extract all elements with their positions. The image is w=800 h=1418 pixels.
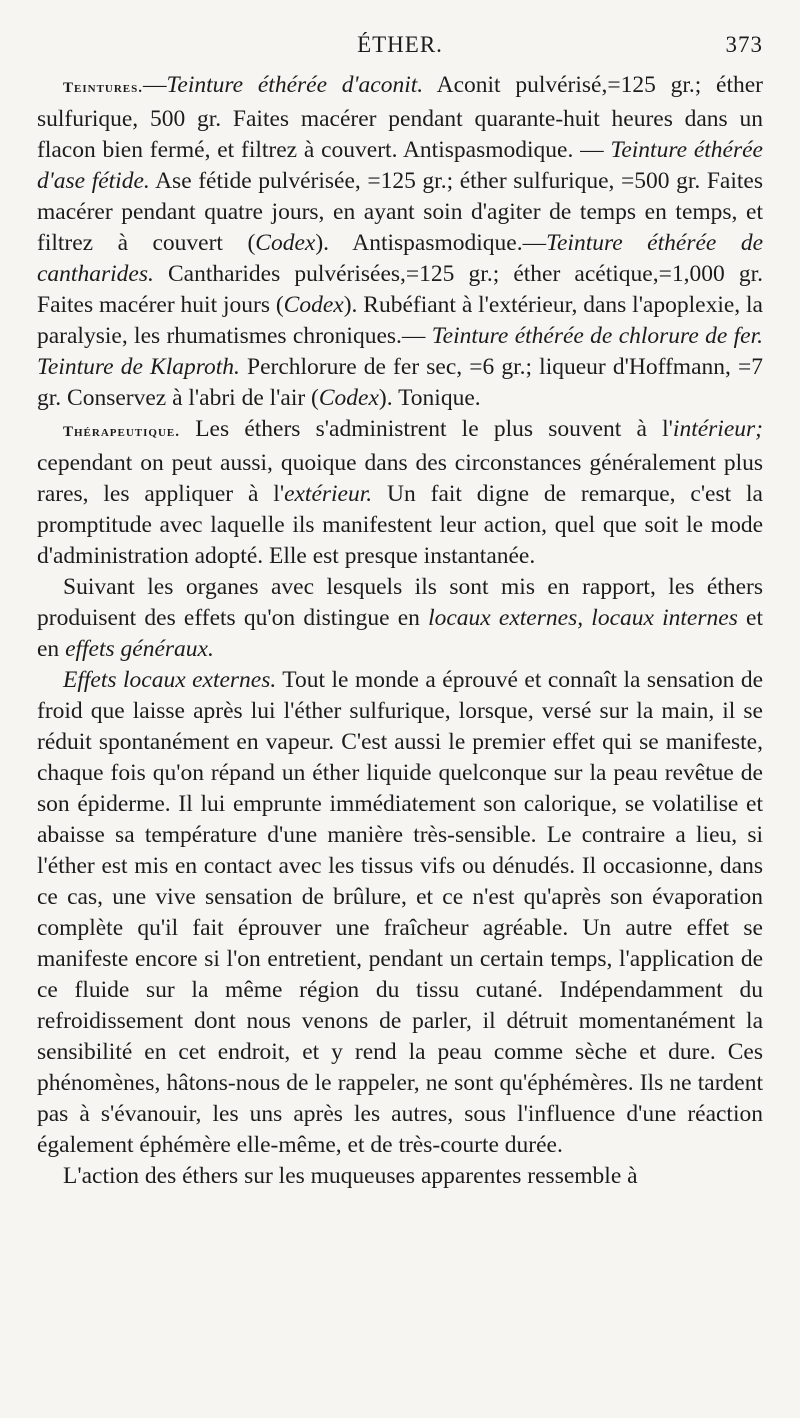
text-run: Tout le monde a éprouvé et connaît la sensation de froid que laisse après lui l'éther sulfurique, lorsque, versé sur la main, il se réduit spontanément en vapeur. C'est aussi le premier effet qui se manifeste, chaque fois qu'on répand un éther liquide quelconque sur la peau revêtue de son épiderme. Il lui emprunte immédiatement son calorique, se volatilise et abaisse sa température d'une manière très-sensible. Le contraire a lieu, si l'éther est mis en contact avec les tissus vifs ou dénudés. Il occasionne, dans ce cas, une vive sensation de brûlure, et ce n'est qu'après son évaporation complète qu'il fait éprouver une fraîcheur agréable. Un autre effet se manifeste encore si l'on entretient, pendant un certain temps, l'application de ce fluide sur la même région du tissu cutané. Indépendamment du refroidissement dont nous venons de parler, il détruit momentanément la sensibilité en cet endroit, et y rend la peau comme sèche et dure. Ces phénomènes, hâtons-nous de le rappeler, ne sont qu'éphémères. Ils ne tardent pas à s'évanouir, les uns après les autres, sous l'influence d'une réaction également éphémère elle-même, et de très-courte durée. (37, 667, 763, 1158)
italic-run: Teinture éthérée de chlorure de fer. Teinture de Klaproth. (37, 323, 763, 380)
italic-run: effets généraux. (65, 636, 214, 662)
section-heading-teintures: Teintures. (63, 80, 143, 96)
text-run: Perchlorure de fer sec, =6 gr.; liqueur d'Hoffmann, =7 gr. Conservez à l'abri de l'air ( (37, 354, 763, 411)
italic-run: Effets locaux externes. (63, 667, 277, 693)
book-page (37, 18, 763, 1398)
page-number: 373 (725, 32, 763, 57)
text-run: — (143, 72, 167, 98)
text-run: cependant on peut aussi, quoique dans des circonstances généralement plus rares, les appliquer à l' (37, 450, 763, 507)
section-heading-therapeutique: Thérapeutique. (63, 424, 180, 440)
italic-run: Codex (318, 385, 379, 411)
text-run: ). Tonique. (378, 385, 481, 411)
paragraph-suivant (37, 572, 763, 665)
paragraph-effets-locaux-externes (37, 665, 763, 1161)
running-title: ÉTHER. (357, 32, 443, 57)
text-run: Un fait digne de remarque, c'est la promptitude avec laquelle ils manifestent leur action, quel que soit le mode d'administration adopté. Elle est presque instantanée. (37, 481, 763, 569)
text-run: L'action des éthers sur les muqueuses apparentes ressemble à (63, 1163, 638, 1189)
paragraph-teintures (37, 70, 763, 414)
text-run: Cantharides pulvérisées,=125 gr.; éther acétique,=1,000 gr. Faites macérer huit jours ( (37, 261, 763, 318)
italic-run: locaux externes, locaux internes (428, 605, 738, 631)
italic-run: intérieur; (672, 416, 763, 442)
text-run: Ase fétide pulvérisée, =125 gr.; éther sulfurique, =500 gr. Faites macérer pendant quatre jours, en ayant soin d'agiter de temps en temps, et filtrez à couvert ( (37, 168, 763, 256)
paragraph-action-muqueuses (37, 1161, 763, 1192)
text-run: Les éthers s'administrent le plus souvent à l' (180, 416, 673, 442)
italic-run: Codex (255, 230, 316, 256)
italic-run: Teinture éthérée d'ase fétide. (37, 137, 763, 194)
text-run: ). Rubéfiant à l'extérieur, dans l'apoplexie, la paralysie, les rhumatismes chroniques.— (37, 292, 763, 349)
italic-run: Codex (283, 292, 344, 318)
text-run: Aconit pulvérisé,=125 gr.; éther sulfurique, 500 gr. Faites macérer pendant quarante-huit heures dans un flacon bien fermé, et filtrez à couvert. Antispasmodique. — (37, 72, 763, 163)
text-run: Suivant les organes avec lesquels ils sont mis en rapport, les éthers produisent des effets qu'on distingue en (37, 574, 763, 631)
text-run: et en (37, 605, 764, 662)
body-text (37, 70, 763, 1192)
italic-run: extérieur. (284, 481, 373, 507)
paragraph-therapeutique (37, 414, 763, 572)
italic-run: Teinture éthérée de cantharides. (37, 230, 763, 287)
running-head (37, 18, 763, 70)
text-run: ). Antispasmodique.— (315, 230, 547, 256)
italic-run: Teinture éthérée d'aconit. (166, 72, 424, 98)
